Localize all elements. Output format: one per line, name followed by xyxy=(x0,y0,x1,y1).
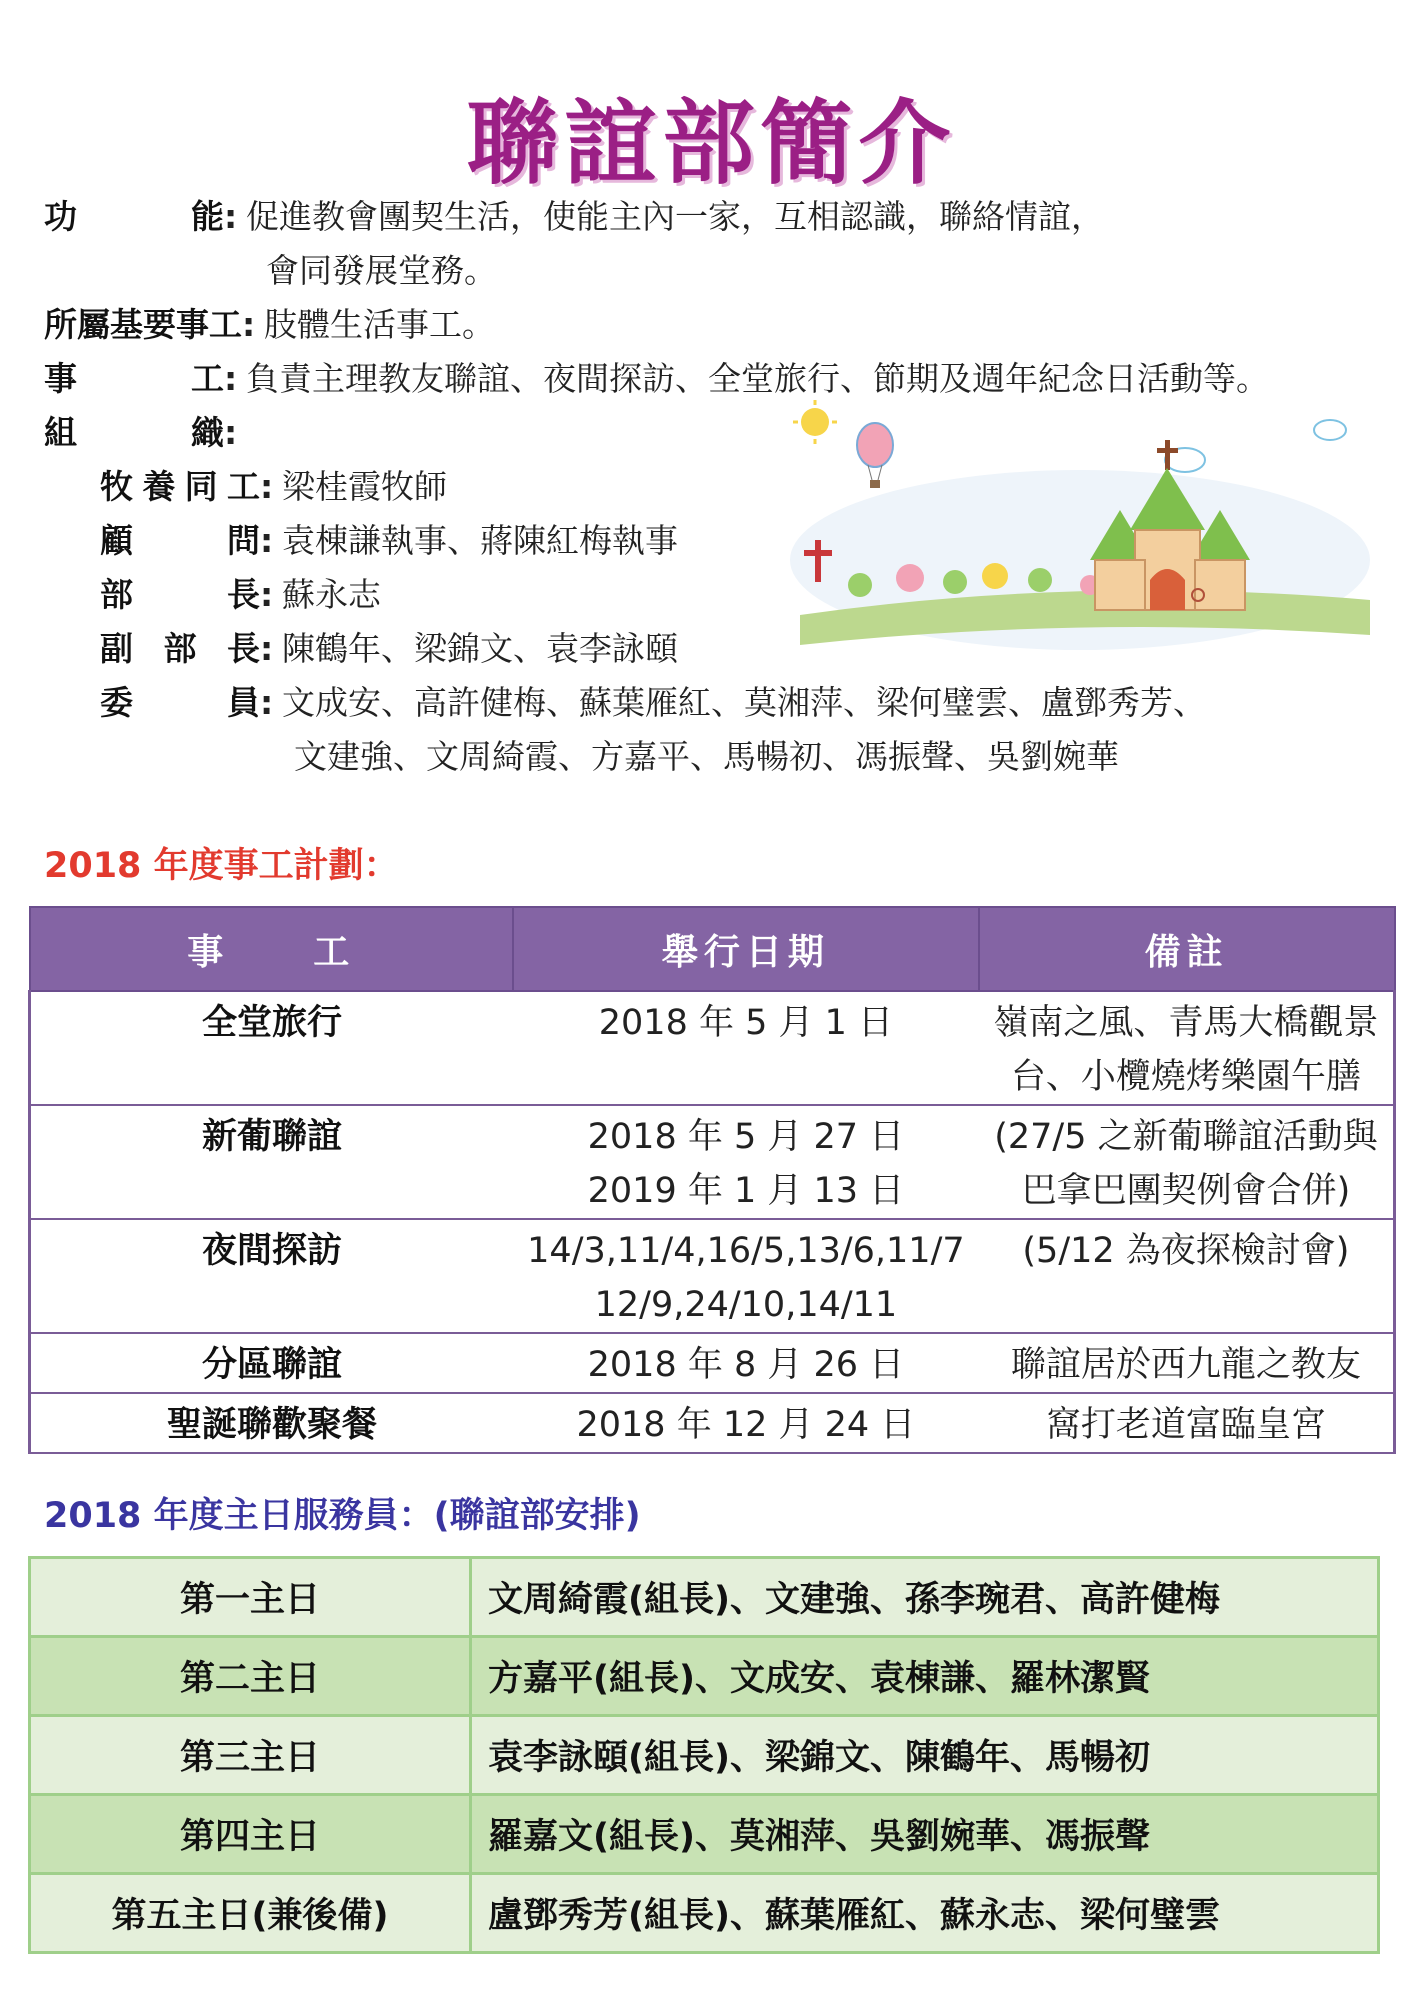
work-text: 負責主理教友聯誼、夜間探訪、全堂旅行、節期及週年紀念日活動等。 xyxy=(246,359,1269,398)
plan-table xyxy=(28,906,1396,1454)
plan-notes: 嶺南之風、青馬大橋觀景 台、小欖燒烤樂園午膳 xyxy=(979,991,1395,1105)
plan-date: 2018 年 5 月 27 日 2019 年 1 月 13 日 xyxy=(513,1105,979,1219)
member-row-pastor: 牧 養 同 工 : 梁桂霞牧師 xyxy=(44,460,1404,514)
plan-work-name: 分區聯誼 xyxy=(30,1333,513,1393)
work-label: 事 工 xyxy=(44,359,224,398)
plan-header-work: 事 工 xyxy=(30,907,513,991)
table-row xyxy=(30,1105,1395,1219)
plan-notes: 窩打老道富臨皇宮 xyxy=(979,1393,1395,1453)
member-label: 部 長 xyxy=(100,575,260,614)
function-label: 功 能 xyxy=(44,197,224,236)
ministry-label: 所屬基要事工 xyxy=(44,305,242,344)
plan-header-date: 舉行日期 xyxy=(513,907,979,991)
plan-work-name: 聖誕聯歡聚餐 xyxy=(30,1393,513,1453)
member-label: 副 部 長 xyxy=(100,629,260,668)
table-row xyxy=(30,991,1395,1105)
member-row-committee: 委 員 : 文成安、高許健梅、蘇葉雁紅、莫湘萍、梁何璧雲、盧鄧秀芳、 xyxy=(44,676,1404,730)
member-label: 顧 問 xyxy=(100,521,260,560)
plan-work-name: 新葡聯誼 xyxy=(30,1105,513,1219)
ministry-text: 肢體生活事工。 xyxy=(264,305,495,344)
duty-day: 第三主日 xyxy=(30,1716,471,1795)
duty-day: 第二主日 xyxy=(30,1637,471,1716)
church-building-icon xyxy=(1090,440,1250,610)
sun-icon xyxy=(793,400,837,444)
duty-day: 第一主日 xyxy=(30,1558,471,1637)
cloud-icon xyxy=(1165,420,1346,472)
org-label: 組 織 xyxy=(44,413,224,452)
ministry-row: 所屬基要事工 : 肢體生活事工。 xyxy=(44,298,1404,352)
plan-header-notes: 備註 xyxy=(979,907,1395,991)
org-row: 組 織 : xyxy=(44,406,1404,460)
member-row-head: 部 長 : 蘇永志 xyxy=(44,568,1404,622)
duty-day: 第五主日(兼後備) xyxy=(30,1874,471,1953)
table-row xyxy=(30,1219,1395,1333)
duty-members: 文周綺霞(組長)、文建強、孫李琬君、高許健梅 xyxy=(471,1558,1379,1637)
table-row xyxy=(30,1874,1379,1953)
plan-notes: (5/12 為夜探檢討會) xyxy=(979,1219,1395,1333)
member-row-advisor: 顧 問 : 袁棟謙執事、蔣陳紅梅執事 xyxy=(44,514,1404,568)
plan-date: 2018 年 8 月 26 日 xyxy=(513,1333,979,1393)
duty-members: 方嘉平(組長)、文成安、袁棟謙、羅林潔賢 xyxy=(471,1637,1379,1716)
plan-work-name: 全堂旅行 xyxy=(30,991,513,1105)
table-row xyxy=(30,1393,1395,1453)
duty-day: 第四主日 xyxy=(30,1795,471,1874)
table-row xyxy=(30,1333,1395,1393)
duty-section-title: 2018 年度主日服務員：(聯誼部安排) xyxy=(44,1496,641,1536)
table-row xyxy=(30,1795,1379,1874)
page-title: 聯誼部簡介 xyxy=(466,89,957,197)
table-row xyxy=(30,1637,1379,1716)
work-row: 事 工 : 負責主理教友聯誼、夜間探訪、全堂旅行、節期及週年紀念日活動等。 xyxy=(44,352,1404,406)
plan-header-row xyxy=(30,907,1395,991)
member-text-cont: 文建強、文周綺霞、方嘉平、馬暢初、馮振聲、吳劉婉華 xyxy=(294,737,1119,776)
duty-members: 袁李詠頤(組長)、梁錦文、陳鶴年、馬暢初 xyxy=(471,1716,1379,1795)
function-text: 促進教會團契生活，使能主內一家，互相認識，聯絡情誼， xyxy=(246,197,1104,236)
member-text: 陳鶴年、梁錦文、袁李詠頤 xyxy=(282,629,678,668)
plan-notes: 聯誼居於西九龍之教友 xyxy=(979,1333,1395,1393)
function-text-2: 會同發展堂務。 xyxy=(266,251,497,290)
plan-work-name: 夜間探訪 xyxy=(30,1219,513,1333)
plan-date: 2018 年 12 月 24 日 xyxy=(513,1393,979,1453)
member-label: 牧 養 同 工 xyxy=(100,467,260,506)
function-row: 功 能 : 促進教會團契生活，使能主內一家，互相認識，聯絡情誼， xyxy=(44,190,1404,244)
duty-members: 盧鄧秀芳(組長)、蘇葉雁紅、蘇永志、梁何璧雲 xyxy=(471,1874,1379,1953)
function-row-cont xyxy=(44,244,1404,298)
member-text: 文成安、高許健梅、蘇葉雁紅、莫湘萍、梁何璧雲、盧鄧秀芳、 xyxy=(282,683,1206,722)
table-row xyxy=(30,1558,1379,1637)
plan-section-title: 2018 年度事工計劃： xyxy=(44,846,399,886)
plan-date: 14/3,11/4,16/5,13/6,11/7 12/9,24/10,14/11 xyxy=(513,1219,979,1333)
duty-members: 羅嘉文(組長)、莫湘萍、吳劉婉華、馮振聲 xyxy=(471,1795,1379,1874)
member-row-committee-cont xyxy=(44,730,1404,784)
member-text: 蘇永志 xyxy=(282,575,381,614)
plan-notes: (27/5 之新葡聯誼活動與 巴拿巴團契例會合併) xyxy=(979,1105,1395,1219)
member-label: 委 員 xyxy=(100,683,260,722)
member-text: 梁桂霞牧師 xyxy=(282,467,447,506)
table-row xyxy=(30,1716,1379,1795)
plan-date: 2018 年 5 月 1 日 xyxy=(513,991,979,1105)
balloon-icon xyxy=(857,423,893,488)
member-row-vice: 副 部 長 : 陳鶴年、梁錦文、袁李詠頤 xyxy=(44,622,1404,676)
member-text: 袁棟謙執事、蔣陳紅梅執事 xyxy=(282,521,678,560)
church-illustration xyxy=(790,400,1375,650)
duty-table xyxy=(28,1556,1380,1954)
